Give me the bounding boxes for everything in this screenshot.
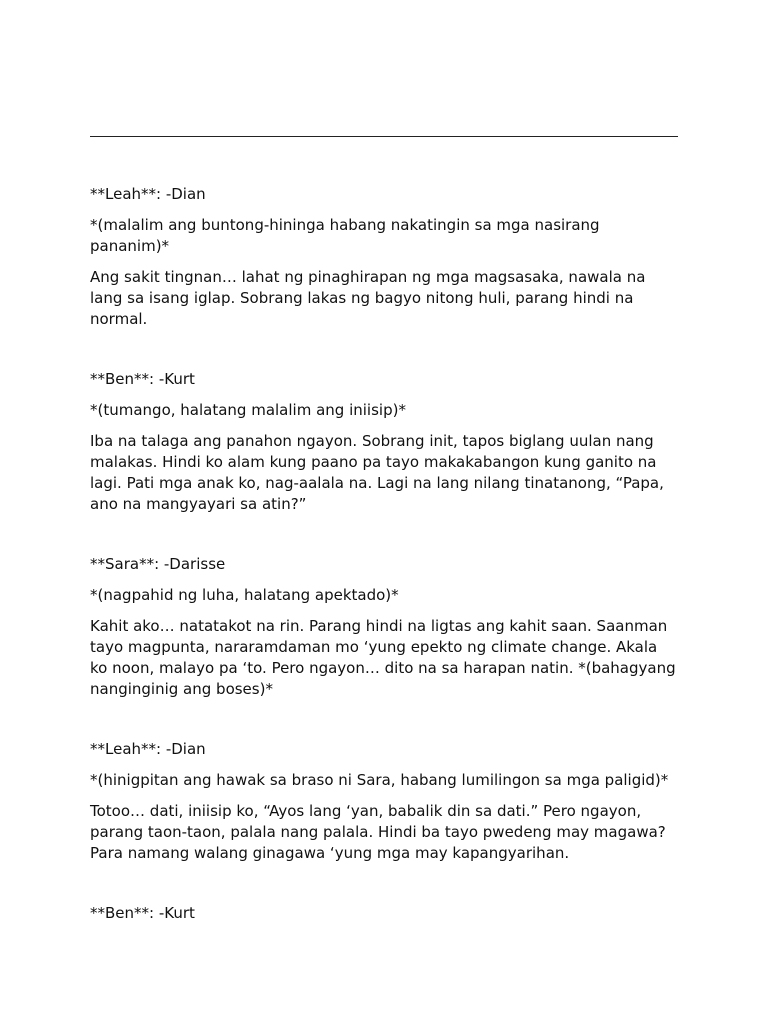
speaker-line: **Leah**: -Dian [90,740,206,758]
dialogue-block [90,739,678,864]
speaker-line: **Leah**: -Dian [90,185,206,203]
stage-direction: *(malalim ang buntong-hininga habang nakatingin sa mga nasirang pananim)* [90,216,600,255]
script-content [90,184,678,963]
dialogue-block [90,369,678,515]
speaker-line: **Ben**: -Kurt [90,904,195,922]
speaker-line: **Sara**: -Darisse [90,555,226,573]
dialogue-text: Kahit ako… natatakot na rin. Parang hindi na ligtas ang kahit saan. Saanman tayo magpunta, nararamdaman mo ‘yung epekto ng climate change. Akala ko noon, malayo pa ‘to. Pero ngayon… dito na sa harapan natin. *(bahagyang nanginginig ang boses)* [90,617,676,698]
header-divider [90,136,678,137]
speaker-line: **Ben**: -Kurt [90,370,195,388]
dialogue-text: Iba na talaga ang panahon ngayon. Sobrang init, tapos biglang uulan nang malakas. Hindi ko alam kung paano pa tayo makakabangon kung ganito na lagi. Pati mga anak ko, nag-aalala na. Lagi na lang nilang tinatanong, “Papa, ano na mangyayari sa atin?” [90,432,664,513]
dialogue-block [90,903,678,924]
dialogue-block [90,554,678,700]
stage-direction: *(tumango, halatang malalim ang iniisip)* [90,401,406,419]
dialogue-text: Ang sakit tingnan… lahat ng pinaghirapan ng mga magsasaka, nawala na lang sa isang iglap. Sobrang lakas ng bagyo nitong huli, parang hindi na normal. [90,268,646,328]
stage-direction: *(hinigpitan ang hawak sa braso ni Sara, habang lumilingon sa mga paligid)* [90,771,669,789]
stage-direction: *(nagpahid ng luha, halatang apektado)* [90,586,399,604]
dialogue-text: Totoo… dati, iniisip ko, “Ayos lang ‘yan, babalik din sa dati.” Pero ngayon, parang taon-taon, palala nang palala. Hindi ba tayo pwedeng may magawa? Para namang walang ginagawa ‘yung mga may kapangyarihan. [90,802,666,862]
dialogue-block [90,184,678,330]
